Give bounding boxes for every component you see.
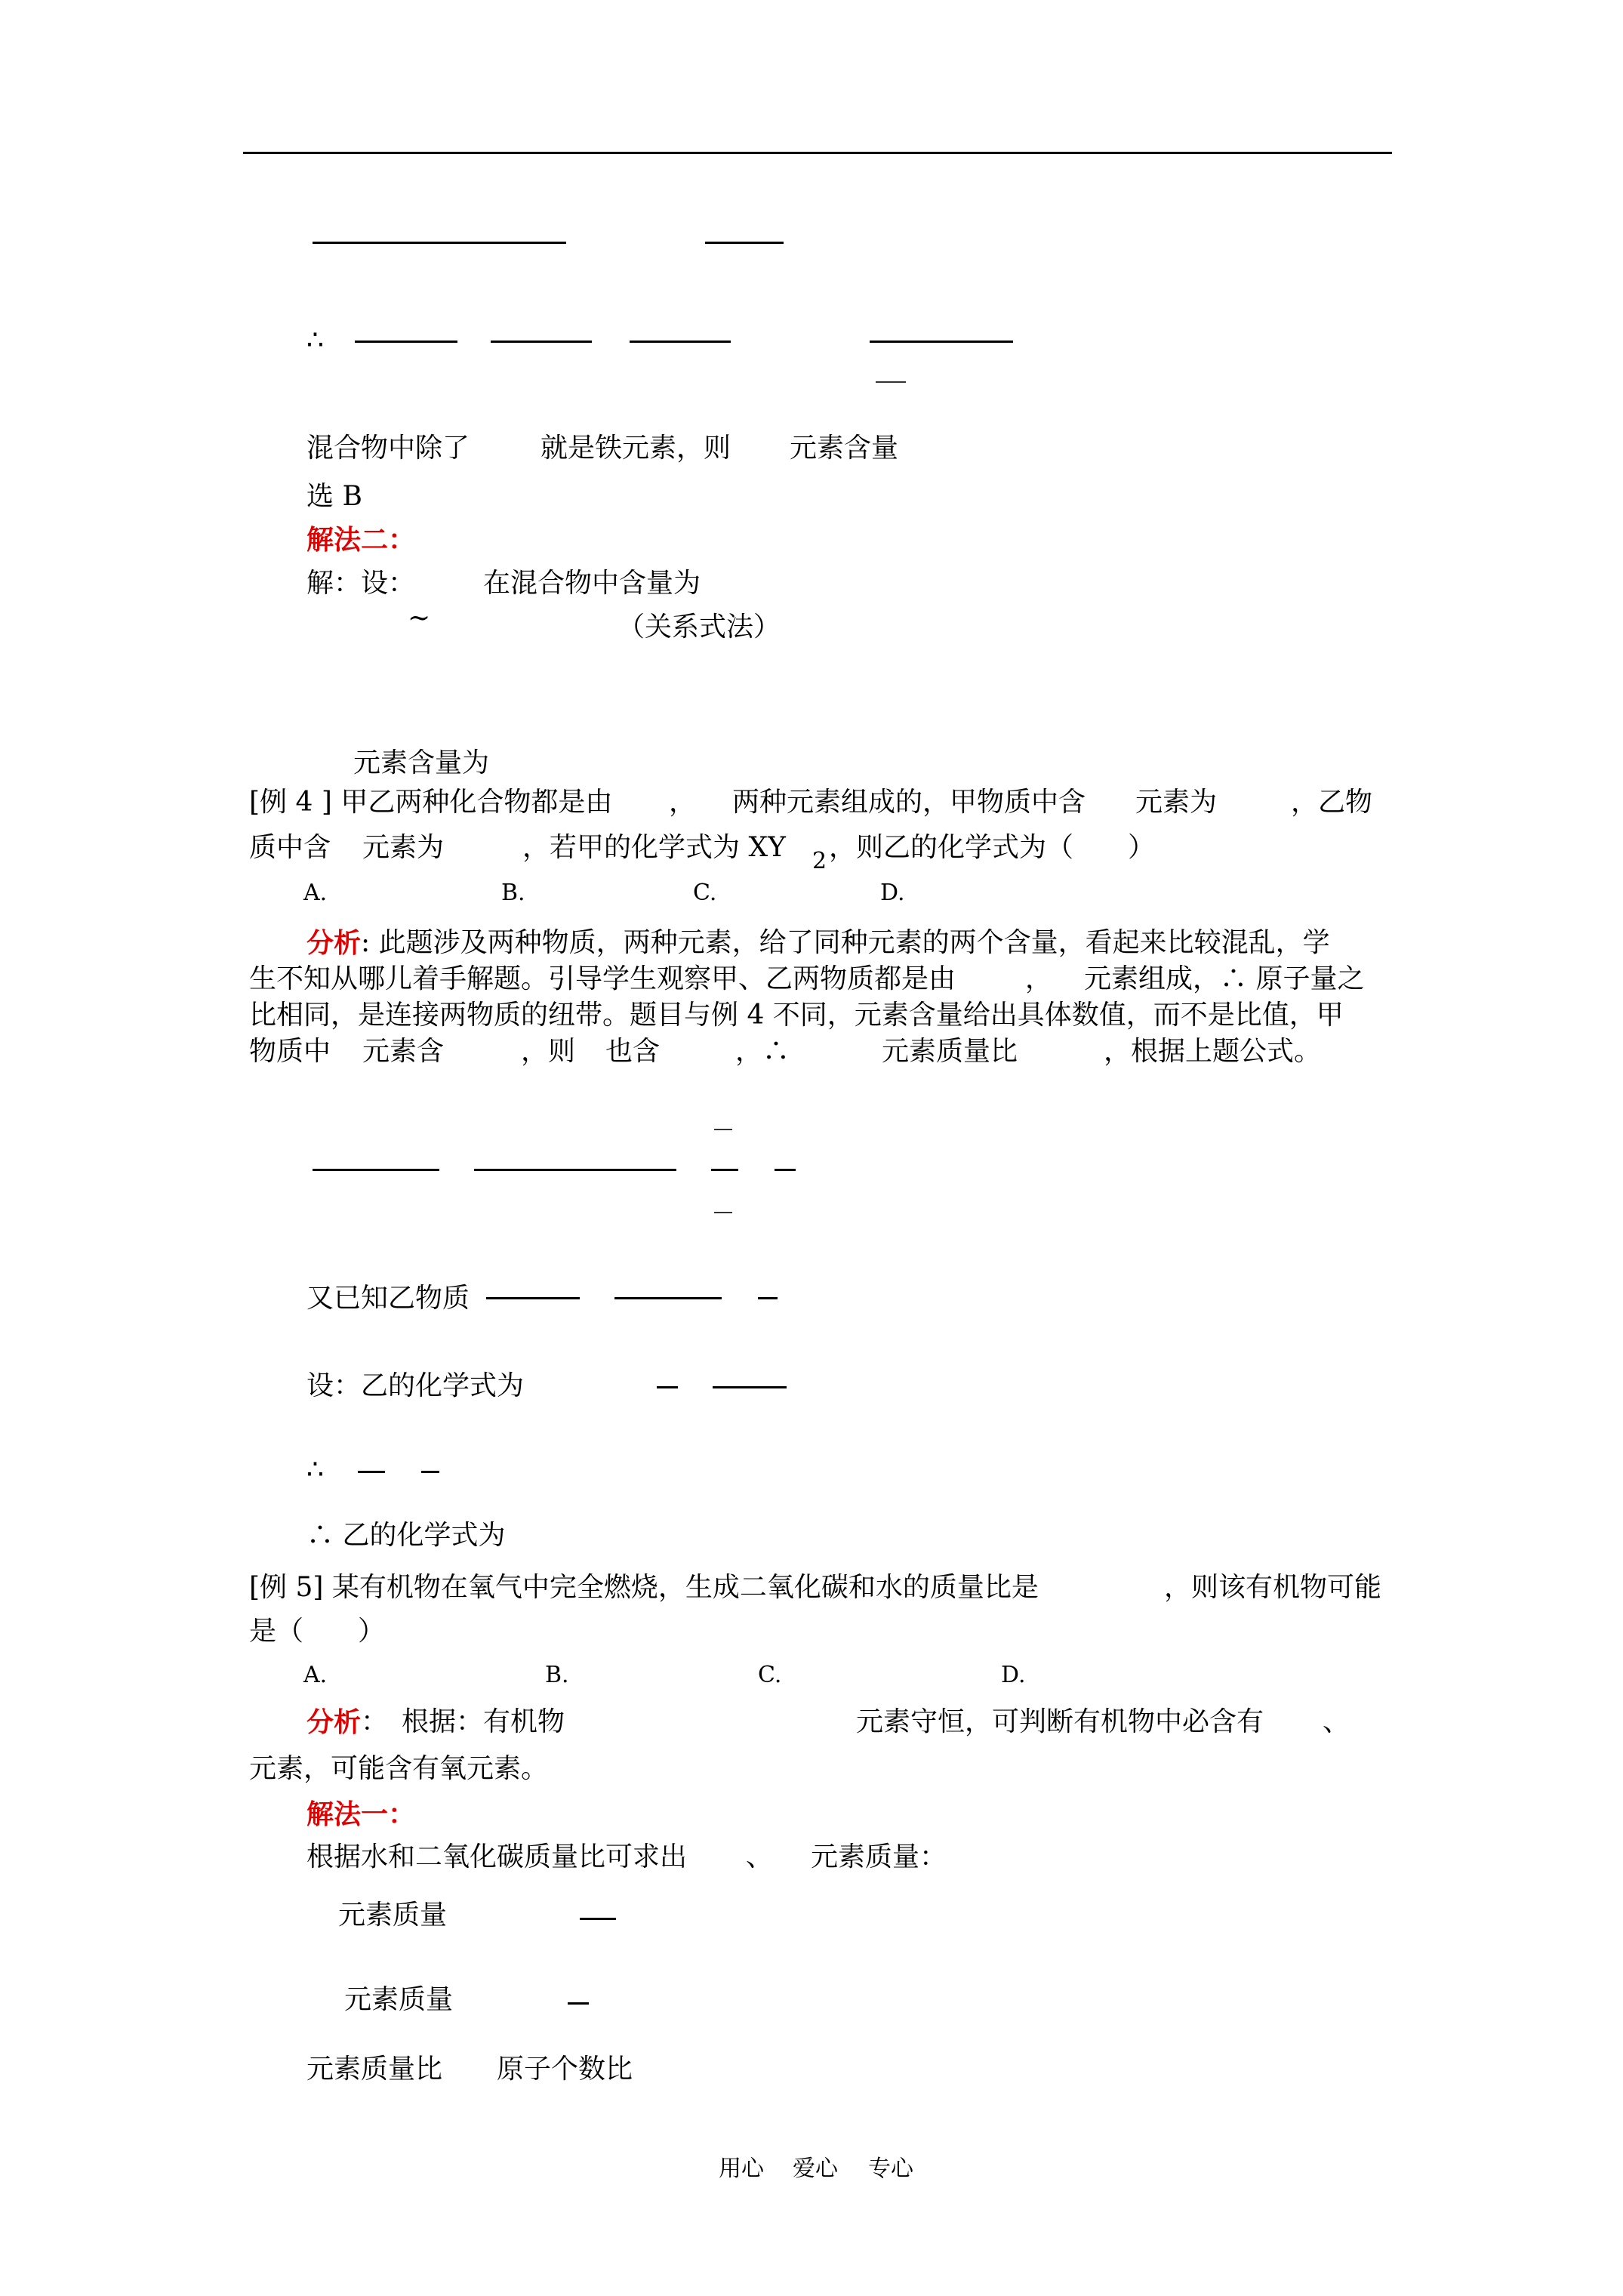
- fraction-bar: [657, 1386, 678, 1388]
- answer-choice: 选 B: [306, 481, 362, 512]
- option-label: C.: [693, 880, 717, 906]
- solution-text: 原子个数比: [497, 2054, 633, 2085]
- header-rule: [243, 152, 1392, 154]
- analysis-text: 元素质量比: [882, 1036, 1018, 1067]
- example-4-text: ，: [669, 787, 697, 818]
- example-4-text: ，则乙的化学式为（ ）: [829, 832, 1156, 863]
- analysis-text: 生不知从哪儿着手解题。引导学生观察甲、乙两物质都是由: [249, 963, 956, 994]
- solution-text: 元素质量: [344, 1984, 454, 2015]
- formula-rule: [705, 242, 784, 244]
- analysis-text: : 此题涉及两种物质，两种元素，给了同种元素的两个含量，看起来比较混乱，学: [361, 927, 1330, 958]
- solution-text: 元素质量：: [811, 1841, 947, 1872]
- fraction-bar: [758, 1297, 778, 1299]
- method-heading: 解法一：: [306, 1798, 416, 1830]
- analysis-text: 比相同，是连接两物质的纽带。题目与例 4 不同，元素含量给出具体数值，而不是比值，甲: [249, 1000, 1344, 1031]
- mix-text: 元素含量: [790, 433, 899, 464]
- tilde-symbol: ~: [408, 603, 431, 633]
- fraction-bar: [474, 1169, 676, 1171]
- fraction-bar: [870, 341, 1013, 343]
- solution-text: 、: [746, 1841, 774, 1872]
- fraction-bar: [630, 341, 731, 343]
- fraction-bar: [421, 1471, 439, 1473]
- fraction-bar: [775, 1169, 796, 1171]
- example-4-text: ，乙物: [1291, 787, 1373, 818]
- option-label: B.: [545, 1662, 569, 1688]
- example-4-text: ，若甲的化学式为 XY: [522, 832, 786, 863]
- fraction-bar: [486, 1297, 580, 1299]
- footer-text: 专心: [868, 2156, 913, 2182]
- analysis-text: ，根据上题公式。: [1104, 1036, 1322, 1067]
- solution-text: ∴ 乙的化学式为: [306, 1520, 506, 1551]
- analysis-text: 元素守恒，可判断有机物中必含有: [856, 1706, 1264, 1737]
- solution-text: 在混合物中含量为: [483, 568, 701, 599]
- solution-text: 元素含量为: [353, 747, 490, 778]
- method-note: （关系式法）: [617, 612, 781, 643]
- option-label: B.: [501, 880, 525, 906]
- example-4-text: 元素为: [362, 832, 445, 863]
- option-label: D.: [1001, 1662, 1026, 1688]
- therefore-symbol: ∴: [306, 325, 324, 356]
- analysis-text: 元素组成，∴ 原子量之: [1084, 963, 1365, 994]
- example-5-text: ，则该有机物可能: [1164, 1572, 1382, 1603]
- fraction-bar: [491, 341, 592, 343]
- analysis-text: 元素含: [362, 1036, 445, 1067]
- example-4-text: 质中含: [249, 832, 331, 863]
- analysis-text: ，∴: [735, 1036, 790, 1067]
- fraction-bar: [355, 341, 457, 343]
- mix-text: 混合物中除了: [306, 433, 470, 464]
- solution-text: 元素质量: [338, 1900, 448, 1931]
- analysis-text: ，则: [521, 1036, 576, 1067]
- example-4-text: [例 4 ] 甲乙两种化合物都是由: [249, 787, 613, 818]
- solution-text: 又已知乙物质: [306, 1283, 470, 1314]
- example-4-text: 两种元素组成的，甲物质中含: [732, 787, 1086, 818]
- option-label: A.: [303, 880, 328, 906]
- therefore-symbol: ∴: [306, 1454, 324, 1485]
- analysis-text: 元素，可能含有氧元素。: [249, 1753, 549, 1784]
- solution-text: 设：乙的化学式为: [306, 1370, 525, 1401]
- fraction-bar: [876, 381, 906, 383]
- fraction-bar: [313, 1169, 439, 1171]
- solution-text: 元素质量比: [306, 2054, 443, 2085]
- fraction-bar: [714, 1212, 732, 1213]
- example-4-text: 元素为: [1135, 787, 1218, 818]
- formula-rule: [313, 242, 566, 244]
- option-label: D.: [880, 880, 905, 906]
- footer-text: 用心: [719, 2156, 764, 2182]
- analysis-text: ： 根据：有机物: [361, 1706, 565, 1737]
- fraction-bar: [580, 1918, 616, 1920]
- analysis-text: 物质中: [249, 1036, 331, 1067]
- example-5-text: 是（ ）: [249, 1616, 386, 1647]
- analysis-label: 分析: [306, 927, 362, 959]
- option-label: C.: [758, 1662, 782, 1688]
- fraction-bar: [713, 1386, 787, 1388]
- analysis-text: ，: [1025, 963, 1053, 994]
- analysis-text: 也含: [605, 1036, 661, 1067]
- method-heading: 解法二：: [306, 524, 416, 556]
- subscript: 2: [812, 848, 827, 874]
- fraction-bar: [568, 2002, 589, 2005]
- analysis-label: 分析: [306, 1706, 362, 1738]
- example-5-text: [例 5] 某有机物在氧气中完全燃烧，生成二氧化碳和水的质量比是: [249, 1572, 1039, 1603]
- fraction-bar: [614, 1297, 722, 1299]
- footer-text: 爱心: [793, 2156, 838, 2182]
- solution-text: 解：设：: [306, 568, 416, 599]
- analysis-text: 、: [1323, 1706, 1350, 1737]
- mix-text: 就是铁元素，则: [540, 433, 731, 464]
- solution-text: 根据水和二氧化碳质量比可求出: [306, 1841, 688, 1872]
- fraction-bar: [358, 1471, 385, 1473]
- fraction-bar: [711, 1169, 738, 1171]
- fraction-bar: [714, 1129, 732, 1130]
- option-label: A.: [303, 1662, 328, 1688]
